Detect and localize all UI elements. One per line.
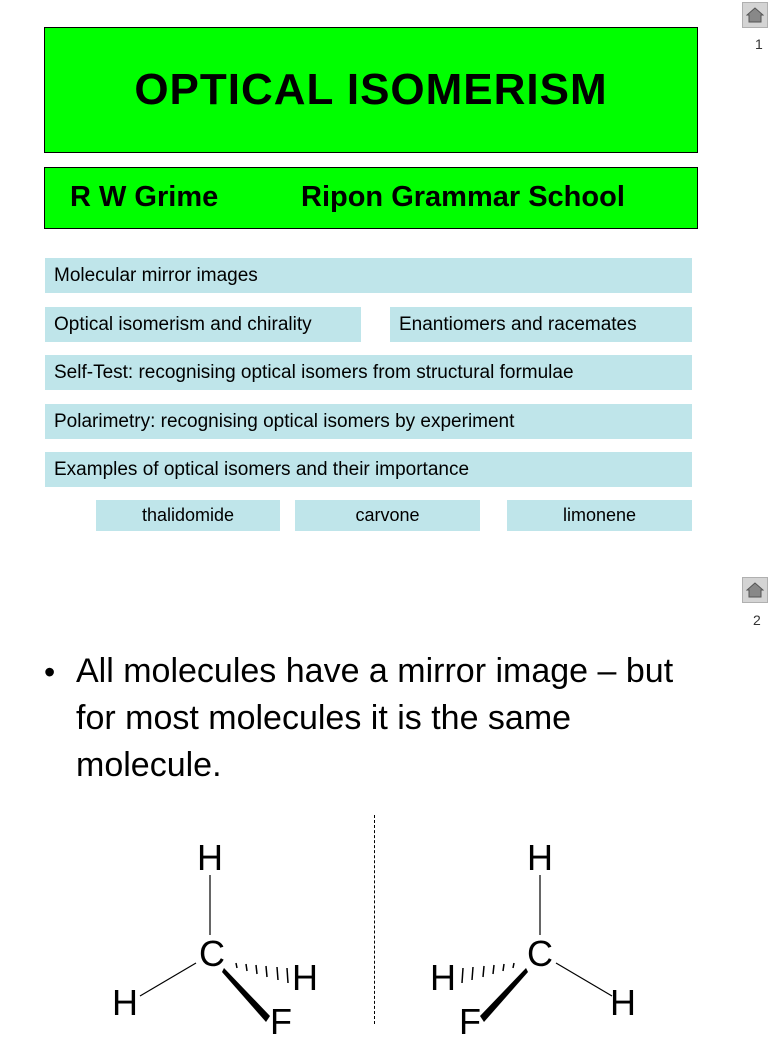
hashed-bond-left <box>236 963 288 983</box>
atom-right-bottom: F <box>459 1001 481 1042</box>
link-carvone[interactable] <box>295 500 480 531</box>
link-label: Examples of optical isomers and their importance <box>54 458 470 480</box>
link-enantiomers-racemates[interactable] <box>390 307 692 342</box>
school-name: Ripon Grammar School <box>301 181 625 213</box>
link-examples[interactable] <box>45 452 692 487</box>
home-icon <box>746 7 764 23</box>
atom-right-top: H <box>527 837 553 878</box>
author-name: R W Grime <box>70 181 219 213</box>
home-icon <box>746 582 764 598</box>
author-banner <box>44 167 698 229</box>
bullet-text: All molecules have a mirror image – but for most molecules it is the same molecule. <box>76 652 674 784</box>
wedge-bond-right <box>480 968 528 1022</box>
atom-left-center: C <box>199 933 225 974</box>
bond-right-right <box>556 963 612 996</box>
atom-left-right: H <box>292 957 318 998</box>
link-label: thalidomide <box>141 505 235 525</box>
link-thalidomide[interactable] <box>96 500 280 531</box>
atom-right-right: H <box>610 982 636 1023</box>
page-number-1: 1 <box>755 36 763 52</box>
link-self-test[interactable] <box>45 355 692 390</box>
link-label: Self-Test: recognising optical isomers from structural formulae <box>54 361 574 383</box>
link-limonene[interactable] <box>507 500 692 531</box>
link-optical-isomerism-chirality[interactable] <box>45 307 361 342</box>
bond-left-left <box>140 963 196 996</box>
atom-left-top: H <box>197 837 223 878</box>
page-number-2: 2 <box>753 612 761 628</box>
link-molecular-mirror-images[interactable] <box>45 258 692 293</box>
link-label: carvone <box>355 505 420 525</box>
link-label: Molecular mirror images <box>54 264 258 286</box>
atom-left-bottom: F <box>270 1001 292 1042</box>
atom-left-left: H <box>112 982 138 1023</box>
wedge-bond-left <box>222 968 270 1022</box>
link-label: Enantiomers and racemates <box>399 313 637 335</box>
atom-right-center: C <box>527 933 553 974</box>
atom-right-left: H <box>430 957 456 998</box>
title-text: OPTICAL ISOMERISM <box>134 65 608 114</box>
home-button-slide-1[interactable] <box>742 2 768 28</box>
link-polarimetry[interactable] <box>45 404 692 439</box>
link-label: Polarimetry: recognising optical isomers by experiment <box>54 410 515 432</box>
link-label: limonene <box>562 505 637 525</box>
slide-title <box>44 27 698 153</box>
hashed-bond-right <box>462 963 514 983</box>
bullet-point: • <box>44 654 56 690</box>
home-button-slide-2[interactable] <box>742 577 768 603</box>
link-label: Optical isomerism and chirality <box>54 313 312 335</box>
